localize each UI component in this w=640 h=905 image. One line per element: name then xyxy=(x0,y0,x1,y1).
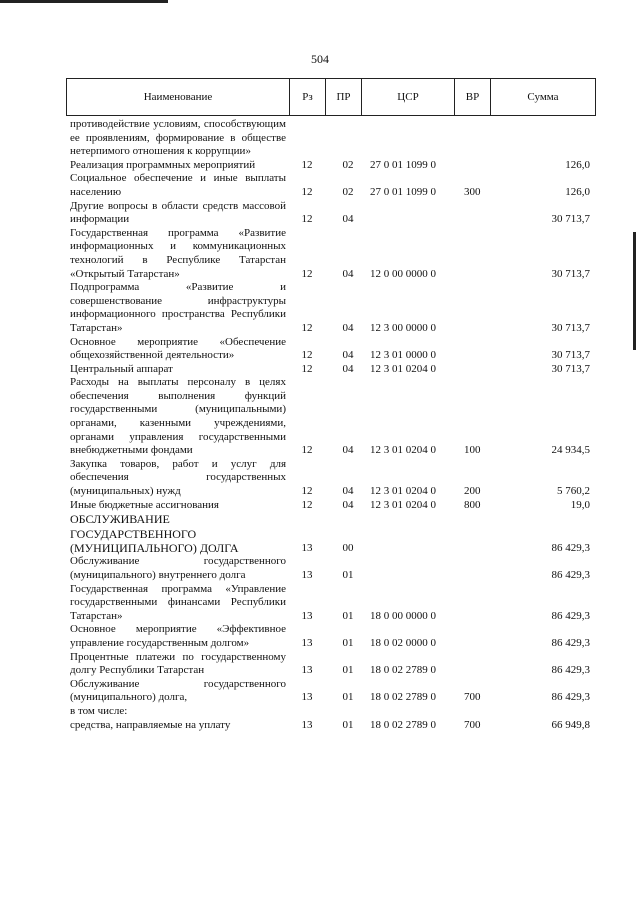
row-csr: 12 3 01 0204 0 xyxy=(370,498,436,511)
row-sum: 30 713,7 xyxy=(551,349,590,362)
row-rz: 13 xyxy=(301,691,313,704)
row-pr: 04 xyxy=(342,213,354,226)
table-row xyxy=(70,512,590,555)
row-name: Обслуживание государственного (муниципального) долга, xyxy=(70,677,286,704)
row-sum: 86 429,3 xyxy=(551,569,590,582)
table-row xyxy=(70,227,590,281)
row-pr: 04 xyxy=(342,321,354,334)
header-rz: Рз xyxy=(289,79,325,115)
row-rz: 13 xyxy=(301,541,313,554)
top-rule xyxy=(0,0,168,3)
row-pr: 04 xyxy=(342,267,354,280)
row-pr: 04 xyxy=(342,444,354,457)
row-sum: 30 713,7 xyxy=(551,213,590,226)
row-sum: 126,0 xyxy=(565,185,590,198)
table-row xyxy=(70,172,590,199)
row-pr: 01 xyxy=(342,718,354,731)
table-row xyxy=(70,499,590,513)
table-body xyxy=(70,118,590,732)
table-row xyxy=(70,705,590,719)
row-csr: 18 0 02 0000 0 xyxy=(370,637,436,649)
row-pr: 01 xyxy=(342,664,354,677)
row-pr: 01 xyxy=(342,637,354,649)
row-rz: 12 xyxy=(301,185,313,198)
table-row xyxy=(70,555,590,582)
row-sum: 19,0 xyxy=(570,498,590,511)
row-rz: 13 xyxy=(301,569,313,582)
row-rz: 12 xyxy=(301,444,313,457)
row-pr: 02 xyxy=(342,185,354,198)
table-header xyxy=(66,78,596,116)
row-rz: 13 xyxy=(301,609,313,622)
row-rz: 12 xyxy=(301,485,313,498)
row-rz: 12 xyxy=(301,267,313,280)
row-name: Закупка товаров, работ и услуг для обеспечения государственных (муниципальных) нужд xyxy=(70,457,286,498)
row-sum: 86 429,3 xyxy=(551,609,590,622)
row-name: Реализация программных мероприятий xyxy=(70,158,256,171)
row-rz: 13 xyxy=(301,664,313,677)
row-sum: 86 429,3 xyxy=(551,664,590,677)
row-sum: 30 713,7 xyxy=(551,267,590,280)
table-row xyxy=(70,623,590,650)
header-sum: Сумма xyxy=(490,79,595,115)
row-csr: 18 0 00 0000 0 xyxy=(370,609,436,622)
row-name: Подпрограмма «Развитие и совершенствование инфраструктуры информационного пространства Республики Татарстан» xyxy=(70,281,286,334)
header-name: Наименование xyxy=(143,91,213,103)
row-pr: 04 xyxy=(342,485,354,498)
row-sum: 24 934,5 xyxy=(551,444,590,457)
row-csr: 12 3 01 0204 0 xyxy=(370,362,436,375)
row-vr: 300 xyxy=(464,185,481,198)
table-row xyxy=(70,678,590,705)
row-name: средства, направляемые на уплату xyxy=(70,718,231,731)
row-rz: 12 xyxy=(301,498,313,511)
row-csr: 27 0 01 1099 0 xyxy=(370,158,436,171)
row-name: Государственная программа «Управление государственными финансами Республики Татарстан» xyxy=(70,582,286,622)
row-rz: 13 xyxy=(301,718,313,731)
header-vr: ВР xyxy=(454,79,490,115)
table-row xyxy=(70,200,590,227)
row-sum: 126,0 xyxy=(565,158,590,171)
margin-mark xyxy=(633,232,636,350)
table-row xyxy=(70,719,590,733)
row-sum: 30 713,7 xyxy=(551,321,590,334)
row-csr: 12 0 00 0000 0 xyxy=(370,267,436,280)
row-vr: 700 xyxy=(464,691,481,704)
table-row xyxy=(70,118,590,159)
row-vr: 700 xyxy=(464,718,481,731)
row-csr: 12 3 01 0000 0 xyxy=(370,349,436,362)
row-sum: 66 949,8 xyxy=(551,718,590,731)
row-name: ОБСЛУЖИВАНИЕ ГОСУДАРСТВЕННОГО (МУНИЦИПАЛЬНОГО) ДОЛГА xyxy=(70,512,239,556)
row-sum: 86 429,3 xyxy=(551,637,590,649)
row-pr: 04 xyxy=(342,362,354,375)
row-csr: 12 3 01 0204 0 xyxy=(370,485,436,498)
row-sum: 5 760,2 xyxy=(557,485,590,498)
row-pr: 01 xyxy=(342,691,354,704)
table-row xyxy=(70,458,590,499)
row-name: Иные бюджетные ассигнования xyxy=(70,498,219,511)
row-name: Центральный аппарат xyxy=(70,362,173,375)
row-rz: 12 xyxy=(301,321,313,334)
header-pr: ПР xyxy=(325,79,361,115)
table-row xyxy=(70,376,590,458)
table-row xyxy=(70,583,590,624)
row-name: Основное мероприятие «Обеспечение общехозяйственной деятельности» xyxy=(70,335,286,362)
row-csr: 18 0 02 2789 0 xyxy=(370,718,436,731)
table-row xyxy=(70,281,590,335)
row-csr: 12 3 01 0204 0 xyxy=(370,444,436,457)
row-pr: 04 xyxy=(342,498,354,511)
header-csr: ЦСР xyxy=(361,79,454,115)
row-vr: 100 xyxy=(464,444,481,457)
row-pr: 00 xyxy=(342,541,354,554)
page-number: 504 xyxy=(311,52,329,66)
row-pr: 04 xyxy=(342,349,354,362)
row-sum: 86 429,3 xyxy=(551,541,590,554)
row-pr: 02 xyxy=(342,158,354,171)
row-rz: 12 xyxy=(301,362,313,375)
row-name: Социальное обеспечение и иные выплаты населению xyxy=(70,172,286,198)
row-name: Процентные платежи по государственному долгу Республики Татарстан xyxy=(70,650,286,677)
table-row xyxy=(70,363,590,377)
row-sum: 30 713,7 xyxy=(551,362,590,375)
row-name: Другие вопросы в области средств массовой информации xyxy=(70,199,286,226)
row-sum: 86 429,3 xyxy=(551,691,590,704)
row-rz: 13 xyxy=(301,637,313,649)
row-name: в том числе: xyxy=(70,704,128,717)
table-row xyxy=(70,651,590,678)
row-name: противодействие условиям, способствующим ее проявлениям, формирование в обществе нетерпимого отношения к коррупции» xyxy=(70,118,286,158)
row-rz: 12 xyxy=(301,349,313,362)
row-rz: 12 xyxy=(301,213,313,226)
row-name: Обслуживание государственного (муниципального) внутреннего долга xyxy=(70,555,286,582)
row-csr: 18 0 02 2789 0 xyxy=(370,691,436,704)
row-name: Расходы на выплаты персоналу в целях обеспечения выполнения функций государственными (муниципальными) органами, казенными учреждениями, органами управления государственными внебюджетными фондами xyxy=(70,376,286,457)
row-rz: 12 xyxy=(301,158,313,171)
row-pr: 01 xyxy=(342,609,354,622)
row-csr: 12 3 00 0000 0 xyxy=(370,321,436,334)
row-vr: 200 xyxy=(464,485,481,498)
row-vr: 800 xyxy=(464,498,481,511)
row-csr: 27 0 01 1099 0 xyxy=(370,185,436,198)
row-name: Государственная программа «Развитие информационных и коммуникационных технологий в Республике Татарстан «Открытый Татарстан» xyxy=(70,226,286,280)
row-pr: 01 xyxy=(342,569,354,582)
row-csr: 18 0 02 2789 0 xyxy=(370,664,436,677)
table-row xyxy=(70,159,590,173)
row-name: Основное мероприятие «Эффективное управление государственным долгом» xyxy=(70,623,286,649)
table-row xyxy=(70,336,590,363)
